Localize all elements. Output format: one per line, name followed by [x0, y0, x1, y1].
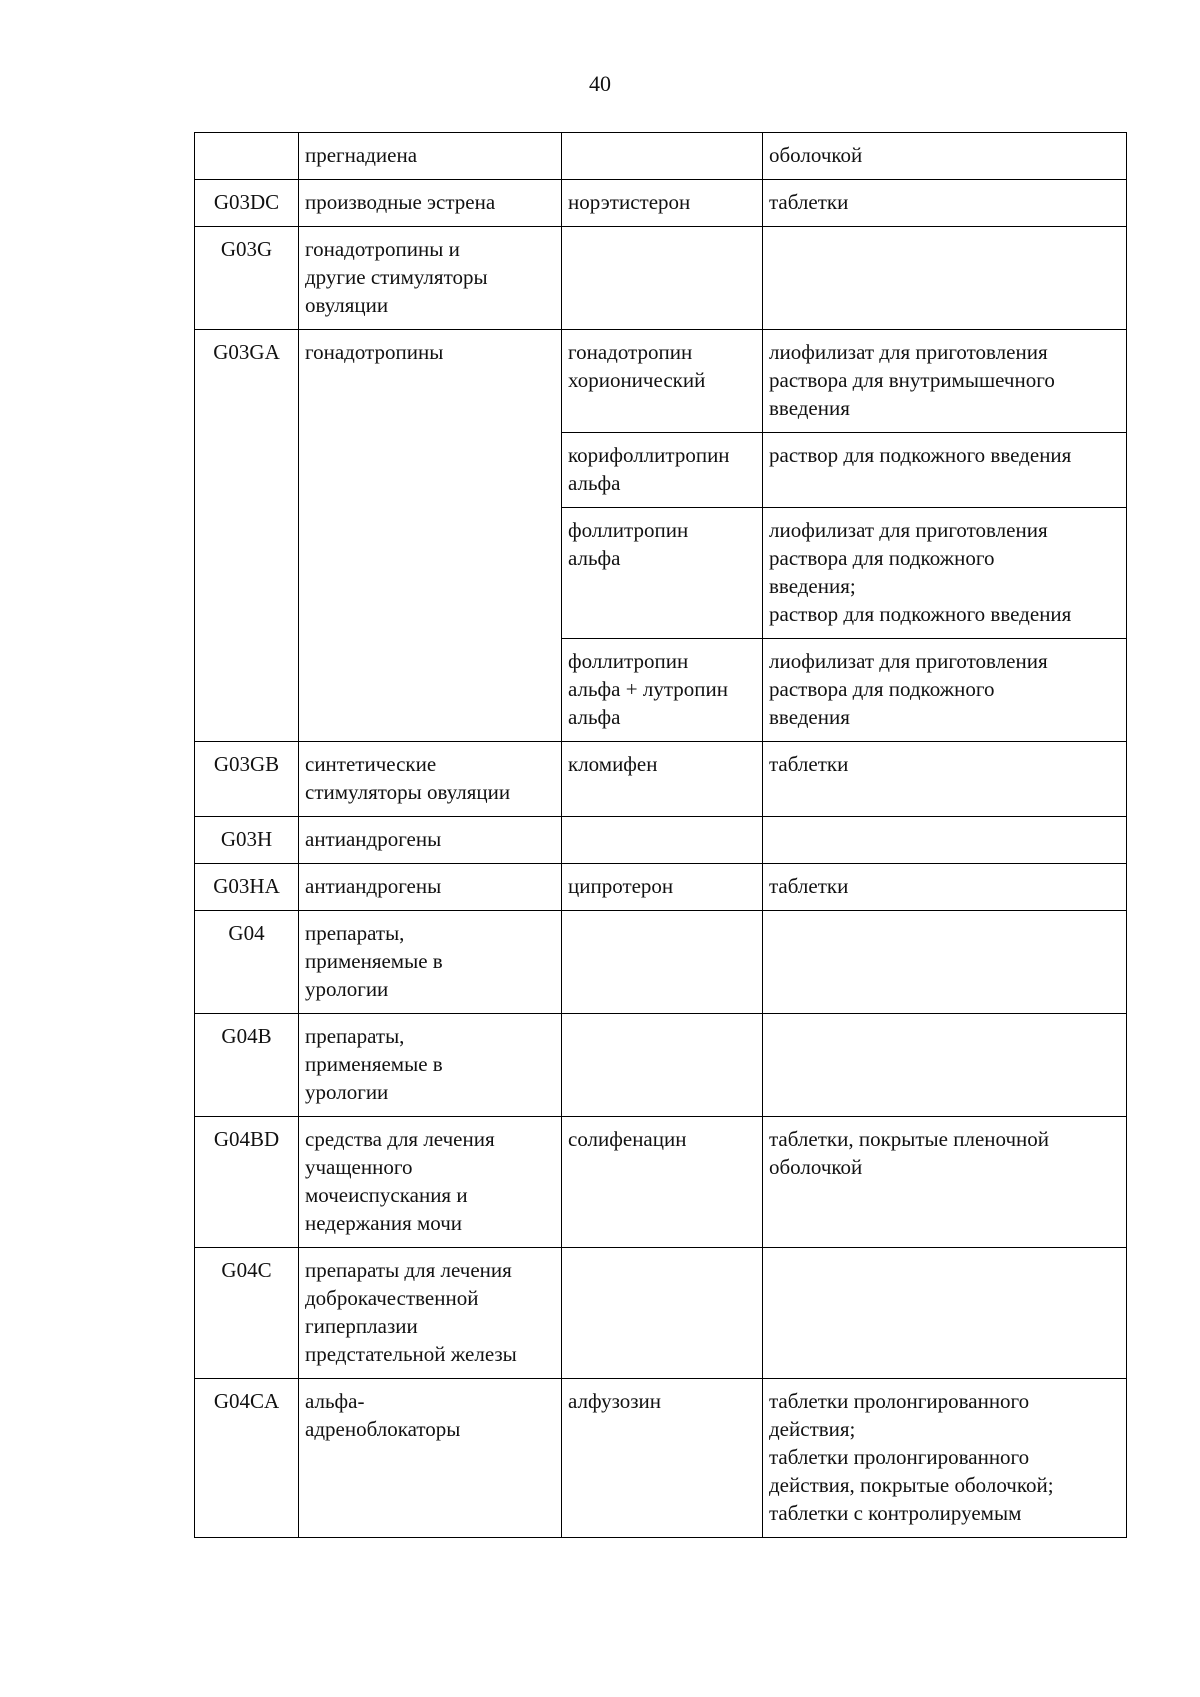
dosage-form-cell — [763, 817, 1127, 864]
atc-code-cell: G03DC — [195, 180, 299, 227]
atc-code-cell: G03HA — [195, 864, 299, 911]
cell-line: учащенного — [305, 1155, 413, 1179]
substance-cell — [562, 1117, 763, 1248]
cell-line: лиофилизат для приготовления — [769, 340, 1048, 364]
cell-line: препараты для лечения — [305, 1258, 512, 1282]
group-cell — [299, 330, 562, 742]
cell-line: корифоллитропин — [568, 443, 730, 467]
substance-cell — [562, 911, 763, 1014]
cell-line: антиандрогены — [305, 827, 442, 851]
table-body — [195, 133, 1127, 1538]
table-row — [195, 911, 1127, 1014]
cell-line: альфа- — [305, 1389, 365, 1413]
group-cell — [299, 911, 562, 1014]
table-row — [195, 330, 1127, 433]
page-number: 40 — [589, 71, 611, 96]
substance-cell — [562, 330, 763, 433]
cell-line: альфа — [568, 546, 621, 570]
group-cell — [299, 817, 562, 864]
cell-line: таблетки — [769, 874, 849, 898]
cell-line: другие стимуляторы — [305, 265, 488, 289]
cell-line: альфа — [568, 471, 621, 495]
cell-line: альфа — [568, 705, 621, 729]
group-cell — [299, 742, 562, 817]
cell-line: раствора для подкожного — [769, 546, 995, 570]
table-row — [195, 742, 1127, 817]
cell-line: введения — [769, 705, 850, 729]
cell-line: раствор для подкожного введения — [769, 602, 1072, 626]
cell-line: применяемые в — [305, 949, 443, 973]
substance-cell — [562, 133, 763, 180]
cell-line: таблетки, покрытые пленочной — [769, 1127, 1050, 1151]
table-row — [195, 133, 1127, 180]
drug-table — [194, 132, 1127, 1538]
cell-line: гонадотропин — [568, 340, 693, 364]
cell-line: введения — [769, 396, 850, 420]
cell-line: раствор для подкожного введения — [769, 443, 1072, 467]
dosage-form-cell — [763, 180, 1127, 227]
cell-line: таблетки пролонгированного — [769, 1389, 1030, 1413]
cell-line: препараты, — [305, 1024, 405, 1048]
dosage-form-cell — [763, 1117, 1127, 1248]
atc-code-cell: G04B — [195, 1014, 299, 1117]
substance-cell — [562, 180, 763, 227]
group-cell — [299, 133, 562, 180]
group-cell — [299, 227, 562, 330]
atc-code-cell: G04CA — [195, 1379, 299, 1538]
table-row — [195, 227, 1127, 330]
cell-line: синтетические — [305, 752, 437, 776]
cell-line: ципротерон — [568, 874, 674, 898]
table-row — [195, 817, 1127, 864]
cell-line: прегнадиена — [305, 143, 418, 167]
cell-line: стимуляторы овуляции — [305, 780, 511, 804]
cell-line: таблетки пролонгированного — [769, 1445, 1030, 1469]
atc-code-cell: G04 — [195, 911, 299, 1014]
cell-line: антиандрогены — [305, 874, 442, 898]
atc-code-cell: G03G — [195, 227, 299, 330]
cell-line: норэтистерон — [568, 190, 691, 214]
cell-line: урологии — [305, 977, 389, 1001]
atc-code-cell: G03GB — [195, 742, 299, 817]
cell-line: действия, покрытые оболочкой; — [769, 1473, 1054, 1497]
cell-line: предстательной железы — [305, 1342, 517, 1366]
cell-line: урологии — [305, 1080, 389, 1104]
dosage-form-cell — [763, 433, 1127, 508]
substance-cell — [562, 1248, 763, 1379]
cell-line: раствора для подкожного — [769, 677, 995, 701]
table-row — [195, 1014, 1127, 1117]
table-row — [195, 864, 1127, 911]
group-cell — [299, 1014, 562, 1117]
cell-line: фоллитропин — [568, 518, 689, 542]
substance-cell — [562, 864, 763, 911]
cell-line: альфа + лутропин — [568, 677, 728, 701]
cell-line: гиперплазии — [305, 1314, 418, 1338]
atc-code-cell: G04C — [195, 1248, 299, 1379]
cell-line: гонадотропины — [305, 340, 444, 364]
cell-line: действия; — [769, 1417, 856, 1441]
group-cell — [299, 864, 562, 911]
atc-code-cell: G03GA — [195, 330, 299, 742]
cell-line: лиофилизат для приготовления — [769, 649, 1048, 673]
cell-line: оболочкой — [769, 1155, 863, 1179]
cell-line: таблетки с контролируемым — [769, 1501, 1022, 1525]
atc-code-cell — [195, 133, 299, 180]
dosage-form-cell — [763, 330, 1127, 433]
cell-line: применяемые в — [305, 1052, 443, 1076]
dosage-form-cell — [763, 639, 1127, 742]
dosage-form-cell — [763, 133, 1127, 180]
cell-line: препараты, — [305, 921, 405, 945]
substance-cell — [562, 227, 763, 330]
cell-line: доброкачественной — [305, 1286, 479, 1310]
cell-line: овуляции — [305, 293, 389, 317]
cell-line: оболочкой — [769, 143, 863, 167]
cell-line: недержания мочи — [305, 1211, 463, 1235]
group-cell — [299, 180, 562, 227]
group-cell — [299, 1379, 562, 1538]
cell-line: хорионический — [568, 368, 706, 392]
cell-line: таблетки — [769, 752, 849, 776]
dosage-form-cell — [763, 1014, 1127, 1117]
substance-cell — [562, 1014, 763, 1117]
table-row — [195, 1379, 1127, 1538]
cell-line: производные эстрена — [305, 190, 496, 214]
table-row — [195, 1117, 1127, 1248]
group-cell — [299, 1117, 562, 1248]
dosage-form-cell — [763, 508, 1127, 639]
dosage-form-cell — [763, 864, 1127, 911]
dosage-form-cell — [763, 1379, 1127, 1538]
dosage-form-cell — [763, 742, 1127, 817]
cell-line: алфузозин — [568, 1389, 662, 1413]
substance-cell — [562, 639, 763, 742]
table-row — [195, 180, 1127, 227]
dosage-form-cell — [763, 227, 1127, 330]
cell-line: мочеиспускания и — [305, 1183, 468, 1207]
cell-line: гонадотропины и — [305, 237, 460, 261]
table-row — [195, 1248, 1127, 1379]
dosage-form-cell — [763, 1248, 1127, 1379]
cell-line: введения; — [769, 574, 856, 598]
cell-line: адреноблокаторы — [305, 1417, 461, 1441]
cell-line: фоллитропин — [568, 649, 689, 673]
substance-cell — [562, 1379, 763, 1538]
cell-line: лиофилизат для приготовления — [769, 518, 1048, 542]
atc-code-cell: G03H — [195, 817, 299, 864]
group-cell — [299, 1248, 562, 1379]
substance-cell — [562, 433, 763, 508]
cell-line: средства для лечения — [305, 1127, 495, 1151]
substance-cell — [562, 817, 763, 864]
cell-line: кломифен — [568, 752, 658, 776]
cell-line: таблетки — [769, 190, 849, 214]
dosage-form-cell — [763, 911, 1127, 1014]
substance-cell — [562, 742, 763, 817]
atc-code-cell: G04BD — [195, 1117, 299, 1248]
cell-line: раствора для внутримышечного — [769, 368, 1055, 392]
substance-cell — [562, 508, 763, 639]
cell-line: солифенацин — [568, 1127, 687, 1151]
